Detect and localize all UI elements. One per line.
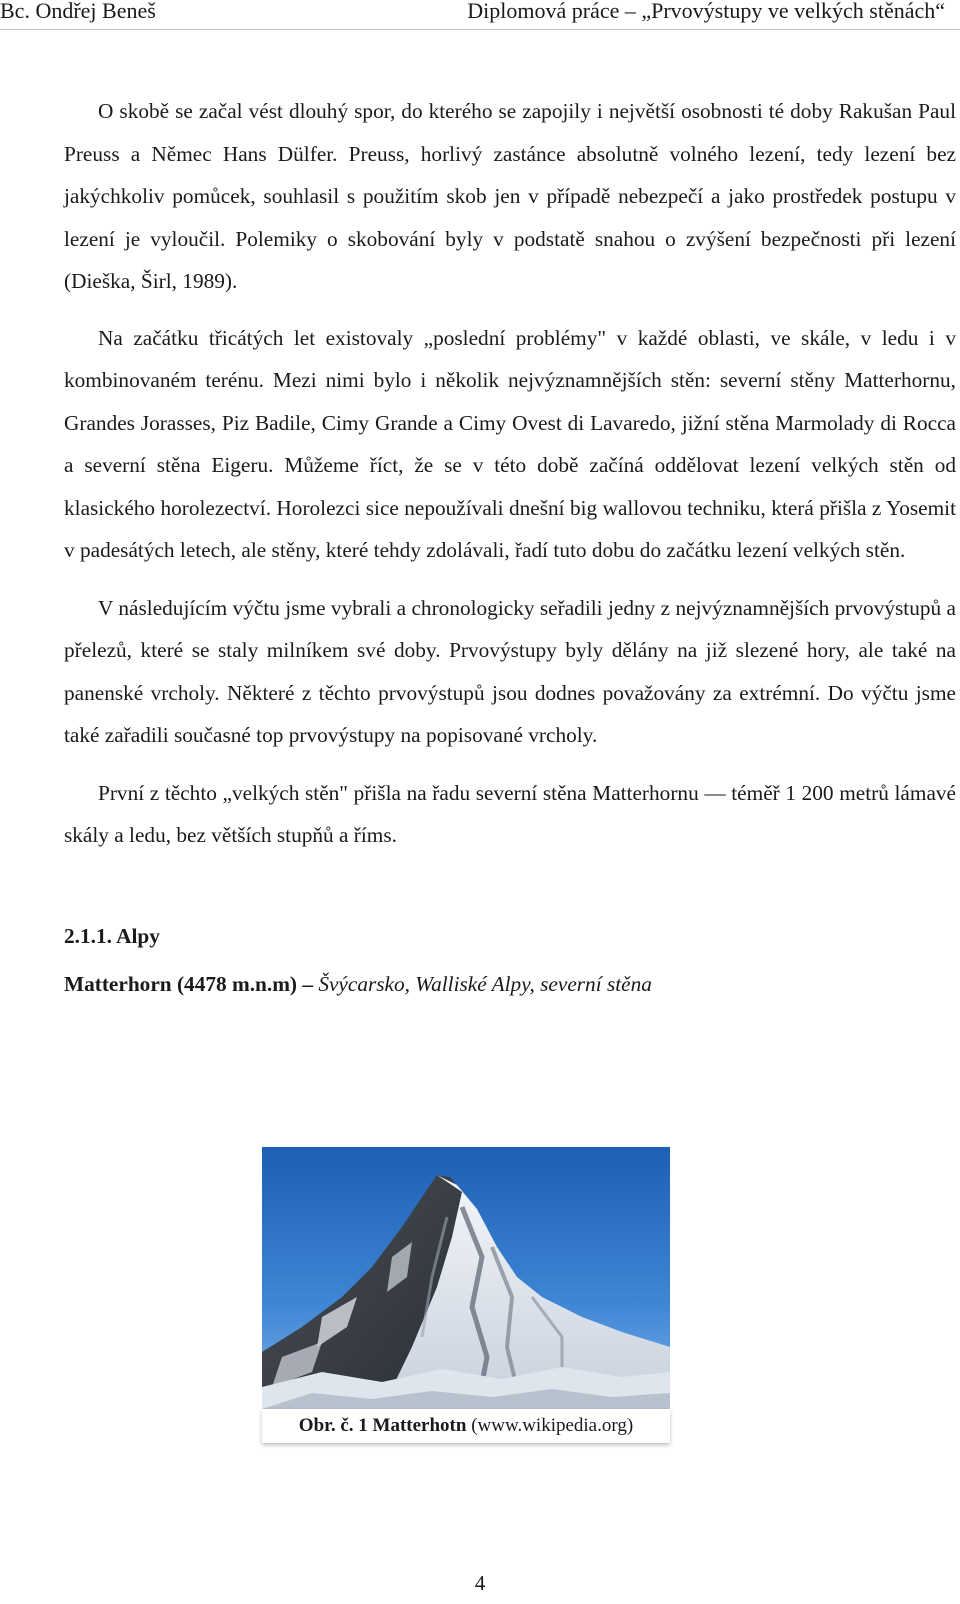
mountain-title bbox=[64, 963, 956, 1005]
caption-source: (www.wikipedia.org) bbox=[466, 1415, 634, 1436]
paragraph-2: Na začátku třicátých let existovaly „poslední problémy" v každé oblasti, ve skále, v ledu i v kombinovaném terénu. Mezi nimi bylo i několik nejvýznamnějších stěn: severní stěny Matterhornu, Grandes Jorasses, Piz Badile, Cimy Grande a Cimy Ovest di Lavaredo, jižní stěna Marmolady di Rocca a severní stěna Eigeru. Můžeme říct, že se v této době začíná oddělovat lezení velkých stěn od klasického horolezectví. Horolezci sice nepoužívali dnešní big wallovou techniku, která přišla z Yosemit v padesátých letech, ale stěny, které tehdy zdolávali, řadí tuto dobu do začátku lezení velkých stěn. bbox=[64, 325, 956, 562]
matterhorn-photo bbox=[262, 1147, 670, 1447]
paragraph-1: O skobě se začal vést dlouhý spor, do kterého se zapojily i největší osobnosti té doby Rakušan Paul Preuss a Němec Hans Dülfer. Preuss, horlivý zastánce absolutně volného lezení, tedy lezení bez jakýchkoliv pomůcek, souhlasil s použitím skob jen v případě nebezpečí a jako prostředek postupu v lezení je vyloučil. Polemiky o skobování byly v podstatě snahou o zvýšení bezpečnosti při lezení (Dieška, Širl, 1989). bbox=[64, 99, 956, 293]
header-rule bbox=[0, 29, 960, 30]
paragraph-4: První z těchto „velkých stěn" přišla na řadu severní stěna Matterhornu — téměř 1 200 metrů lámavé skály a ledu, bez větších stupňů a říms. bbox=[64, 780, 956, 847]
document-body bbox=[64, 90, 956, 1005]
header-thesis-title: Diplomová práce – „Prvovýstupy ve velkých stěnách“ bbox=[467, 0, 945, 23]
page-number: 4 bbox=[474, 1571, 486, 1595]
figure-caption bbox=[262, 1409, 670, 1443]
section-heading: 2.1.1. Alpy bbox=[64, 923, 160, 948]
mountain-location: Švýcarsko, Walliské Alpy, severní stěna bbox=[318, 971, 652, 996]
header-author: Bc. Ondřej Beneš bbox=[0, 0, 156, 23]
page-header bbox=[0, 0, 960, 30]
mountain-name: Matterhorn (4478 m.n.m) – bbox=[64, 971, 319, 996]
paragraph-3: V následujícím výčtu jsme vybrali a chronologicky seřadili jedny z nejvýznamnějších prvovýstupů a přelezů, které se staly milníkem své doby. Prvovýstupy byly dělány na již slezené hory, ale také na panenské vrcholy. Některé z těchto prvovýstupů jsou dodnes považovány za extrémní. Do výčtu jsme také zařadili současné top prvovýstupy na popisované vrcholy. bbox=[64, 595, 956, 747]
caption-label: Obr. č. 1 Matterhotn bbox=[298, 1415, 467, 1436]
